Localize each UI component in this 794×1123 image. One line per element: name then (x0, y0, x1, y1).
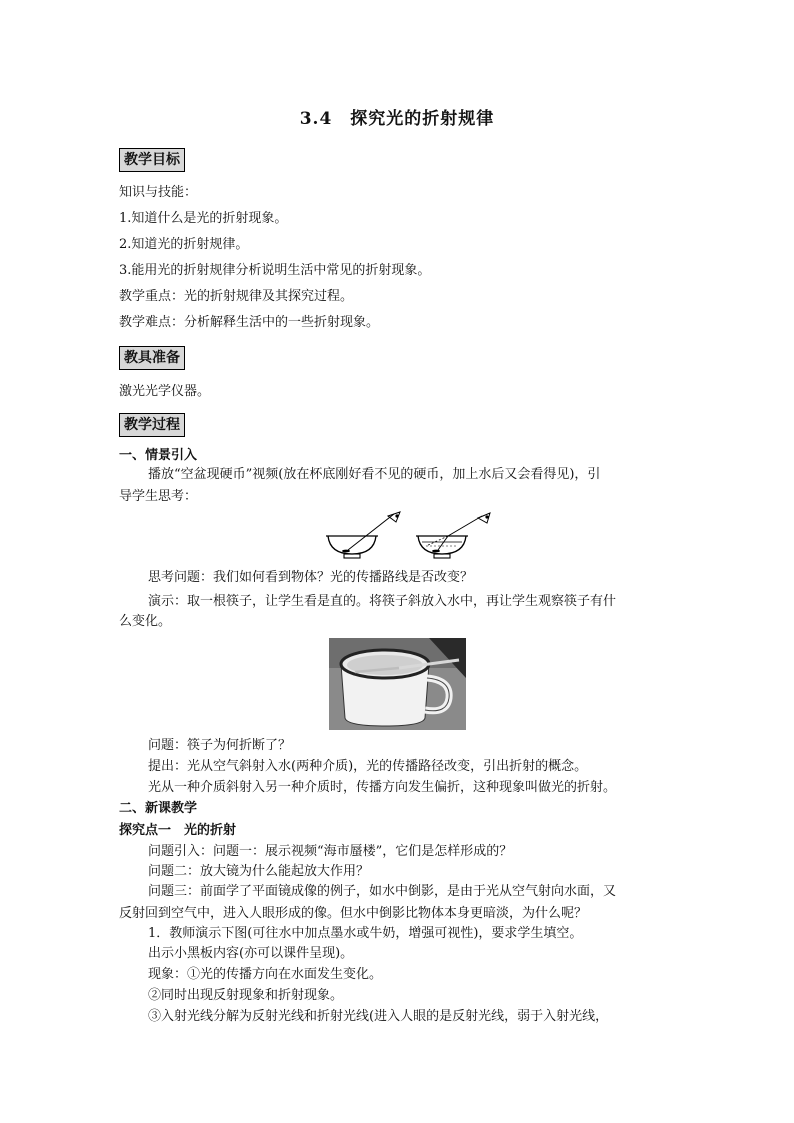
think-question: 思考问题：我们如何看到物体？光的传播路线是否改变？ (148, 570, 474, 585)
objective-item-1: 1.知道什么是光的折射现象。 (119, 211, 288, 226)
chopstick-question: 问题：筷子为何折断了？ (148, 738, 292, 753)
phenomenon-2: ②同时出现反射现象和折射现象。 (148, 988, 344, 1003)
section-process: 教学过程 (119, 413, 185, 437)
page-title: 3.4 探究光的折射规律 (299, 109, 495, 129)
coin-in-bowl-figure (322, 508, 502, 560)
propose-text: 提出：光从空气斜射入水(两种介质)，光的传播路径改变，引出折射的概念。 (148, 759, 588, 774)
intro-paragraph-line2: 导学生思考： (119, 489, 198, 504)
part2-heading: 二、新课教学 (119, 801, 198, 816)
objectives-heading: 知识与技能： (119, 185, 198, 200)
intro-paragraph-line1: 播放“空盆现硬币”视频(放在杯底刚好看不见的硬币，加上水后又会看得见)，引 (148, 467, 601, 482)
water-bowl-drawing (416, 513, 490, 558)
phenomenon-1: 现象：①光的传播方向在水面发生变化。 (148, 967, 383, 982)
demo-line2: 么变化。 (119, 614, 172, 629)
refraction-definition: 光从一种介质斜射入另一种介质时，传播方向发生偏折，这种现象叫做光的折射。 (148, 780, 617, 795)
part1-heading: 一、情景引入 (119, 448, 198, 463)
demo-line1: 演示：取一根筷子，让学生看是直的。将筷子斜放入水中，再让学生观察筷子有什 (148, 594, 617, 609)
objective-item-3: 3.能用光的折射规律分析说明生活中常见的折射现象。 (119, 263, 431, 278)
question-3-line2: 反射回到空气中，进入人眼形成的像。但水中倒影比物体本身更暗淡，为什么呢？ (119, 906, 588, 921)
difficulty: 教学难点：分析解释生活中的一些折射现象。 (119, 315, 380, 330)
question-1: 问题引入：问题一：展示视频“海市蜃楼”，它们是怎样形成的？ (148, 844, 513, 859)
section-tools: 教具准备 (119, 346, 185, 370)
explore-point-1: 探究点一 光的折射 (119, 823, 237, 838)
phenomenon-3: ③入射光线分解为反射光线和折射光线(进入人眼的是反射光线，弱于入射光线， (148, 1009, 609, 1024)
chopstick-cup-photo (329, 638, 466, 730)
empty-bowl-drawing (326, 512, 400, 558)
section-objectives: 教学目标 (119, 148, 185, 172)
objective-item-2: 2.知道光的折射规律。 (119, 237, 249, 252)
question-3-line1: 问题三：前面学了平面镜成像的例子，如水中倒影，是由于光从空气射向水面，又 (148, 884, 617, 899)
tools-text: 激光光学仪器。 (119, 384, 211, 399)
key-point: 教学重点：光的折射规律及其探究过程。 (119, 289, 354, 304)
step-1: 1．教师演示下图(可往水中加点墨水或牛奶，增强可视性)，要求学生填空。 (148, 926, 583, 941)
blackboard-note: 出示小黑板内容(亦可以课件呈现)。 (148, 946, 354, 961)
question-2: 问题二：放大镜为什么能起放大作用？ (148, 864, 370, 879)
